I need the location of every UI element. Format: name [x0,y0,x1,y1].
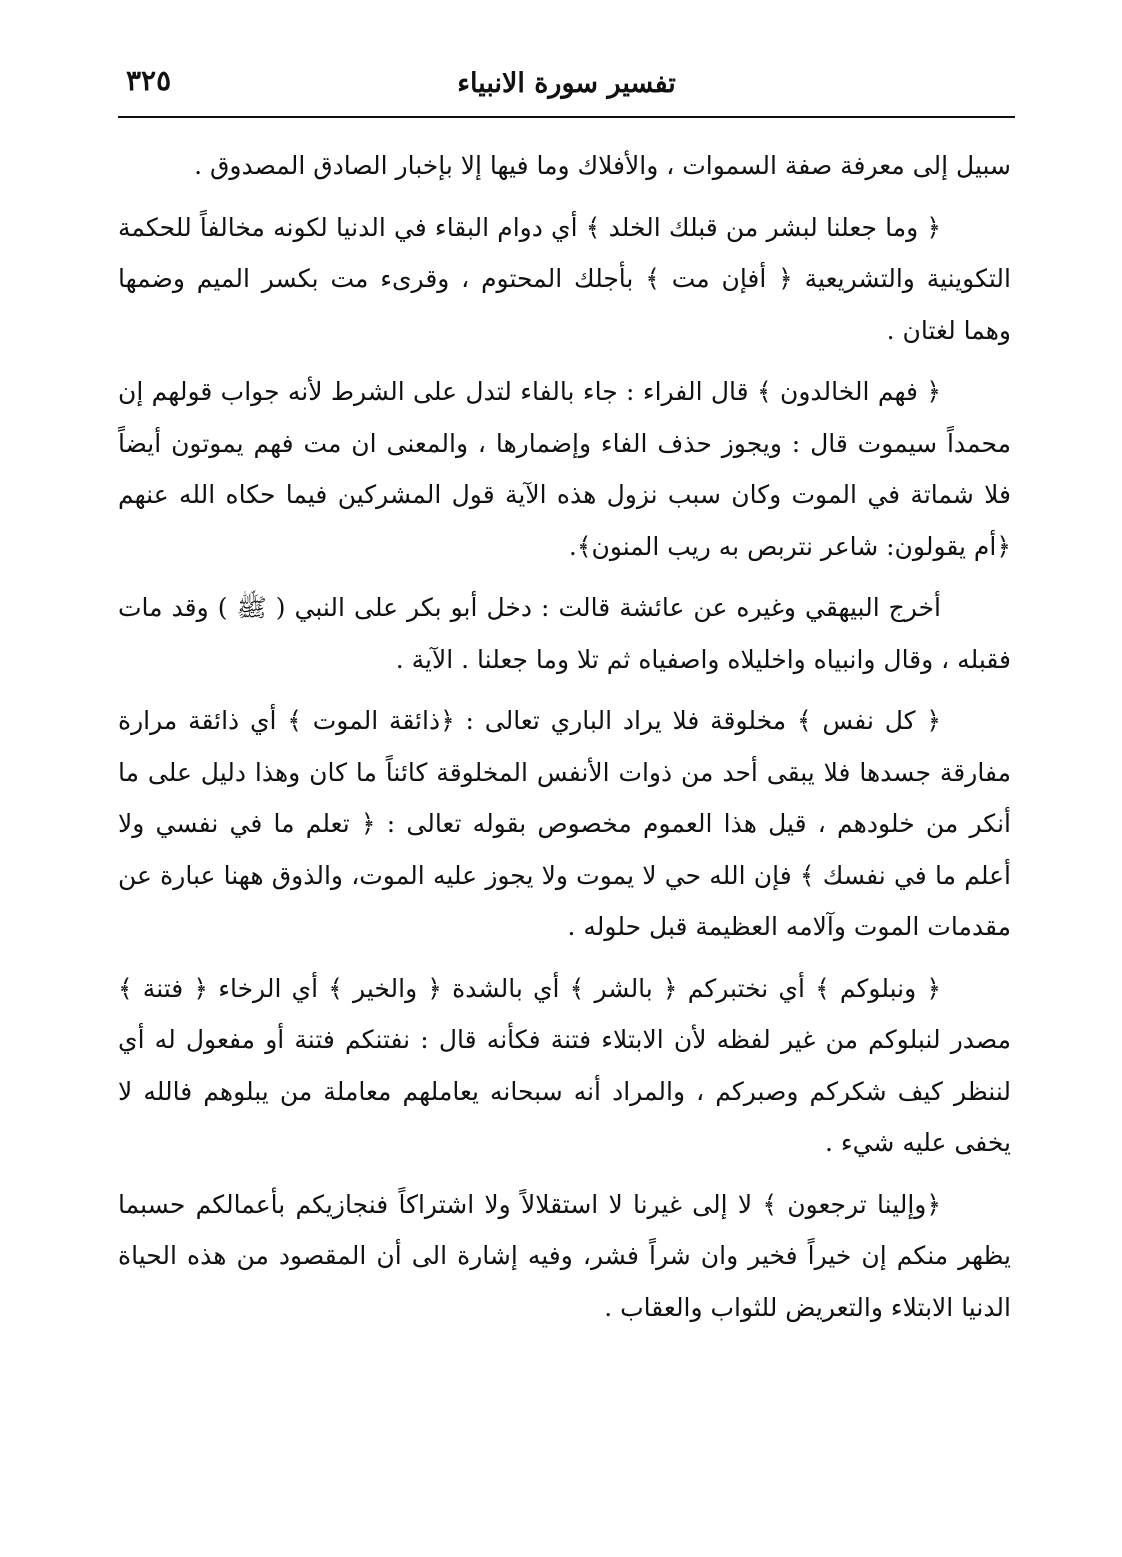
paragraph: ﴿ فهم الخالدون ﴾ قال الفراء : جاء بالفاء لتدل على الشرط لأنه جواب قولهم إن محمداً سيموت قال : ويجوز حذف الفاء وإضمارها ، والمعنى ان مت فهم يموتون أيضاً فلا شماتة في الموت وكان سبب نزول هذه الآية قول المشركين فيما حكاه الله عنهم ﴿أم يقولون: شاعر نتربص به ريب المنون﴾. [118,377,1011,561]
header-divider [118,116,1015,118]
page-number: ٣٢٥ [126,64,172,97]
body-text [118,140,1011,1343]
running-title: تفسير سورة الانبياء [457,68,676,99]
paragraph: ﴿وإلينا ترجعون ﴾ لا إلى غيرنا لا استقلالاً ولا اشتراكاً فنجازيكم بأعمالكم حسبما يظهر منكم إن خيراً فخير وان شراً فشر، وفيه إشارة الى أن المقصود من هذه الحياة الدنيا الابتلاء والتعريض للثواب والعقاب . [118,1189,1011,1322]
paragraph: أخرج البيهقي وغيره عن عائشة قالت : دخل أبو بكر على النبي ( ﷺ ) وقد مات فقبله ، وقال وانبياه واخليلاه واصفياه ثم تلا وما جعلنا . الآية . [118,593,1011,674]
paragraph: ﴿ ونبلوكم ﴾ أي نختبركم ﴿ بالشر ﴾ أي بالشدة ﴿ والخير ﴾ أي الرخاء ﴿ فتنة ﴾ مصدر لنبلوكم من غير لفظه لأن الابتلاء فتنة فكأنه قال : نفتنكم فتنة أو مفعول له أي لننظر كيف شكركم وصبركم ، والمراد أنه سبحانه يعاملهم معاملة من يبلوهم فالله لا يخفى عليه شيء . [118,973,1011,1157]
paragraph: ﴿ كل نفس ﴾ مخلوقة فلا يراد الباري تعالى : ﴿ذائقة الموت ﴾ أي ذائقة مرارة مفارقة جسدها فلا يبقى أحد من ذوات الأنفس المخلوقة كائناً ما كان وهذا دليل على ما أنكر من خلودهم ، قيل هذا العموم مخصوص بقوله تعالى : ﴿ تعلم ما في نفسي ولا أعلم ما في نفسك ﴾ فإن الله حي لا يموت ولا يجوز عليه الموت، والذوق ههنا عبارة عن مقدمات الموت وآلامه العظيمة قبل حلوله . [118,706,1011,941]
paragraph: ﴿ وما جعلنا لبشر من قبلك الخلد ﴾ أي دوام البقاء في الدنيا لكونه مخالفاً للحكمة التكوينية والتشريعية ﴿ أفإن مت ﴾ بأجلك المحتوم ، وقرىء مت بكسر الميم وضمها وهما لغتان . [118,212,1011,345]
page-header [118,56,1015,112]
paragraph: سبيل إلى معرفة صفة السموات ، والأفلاك وما فيها إلا بإخبار الصادق المصدوق . [194,151,1011,180]
